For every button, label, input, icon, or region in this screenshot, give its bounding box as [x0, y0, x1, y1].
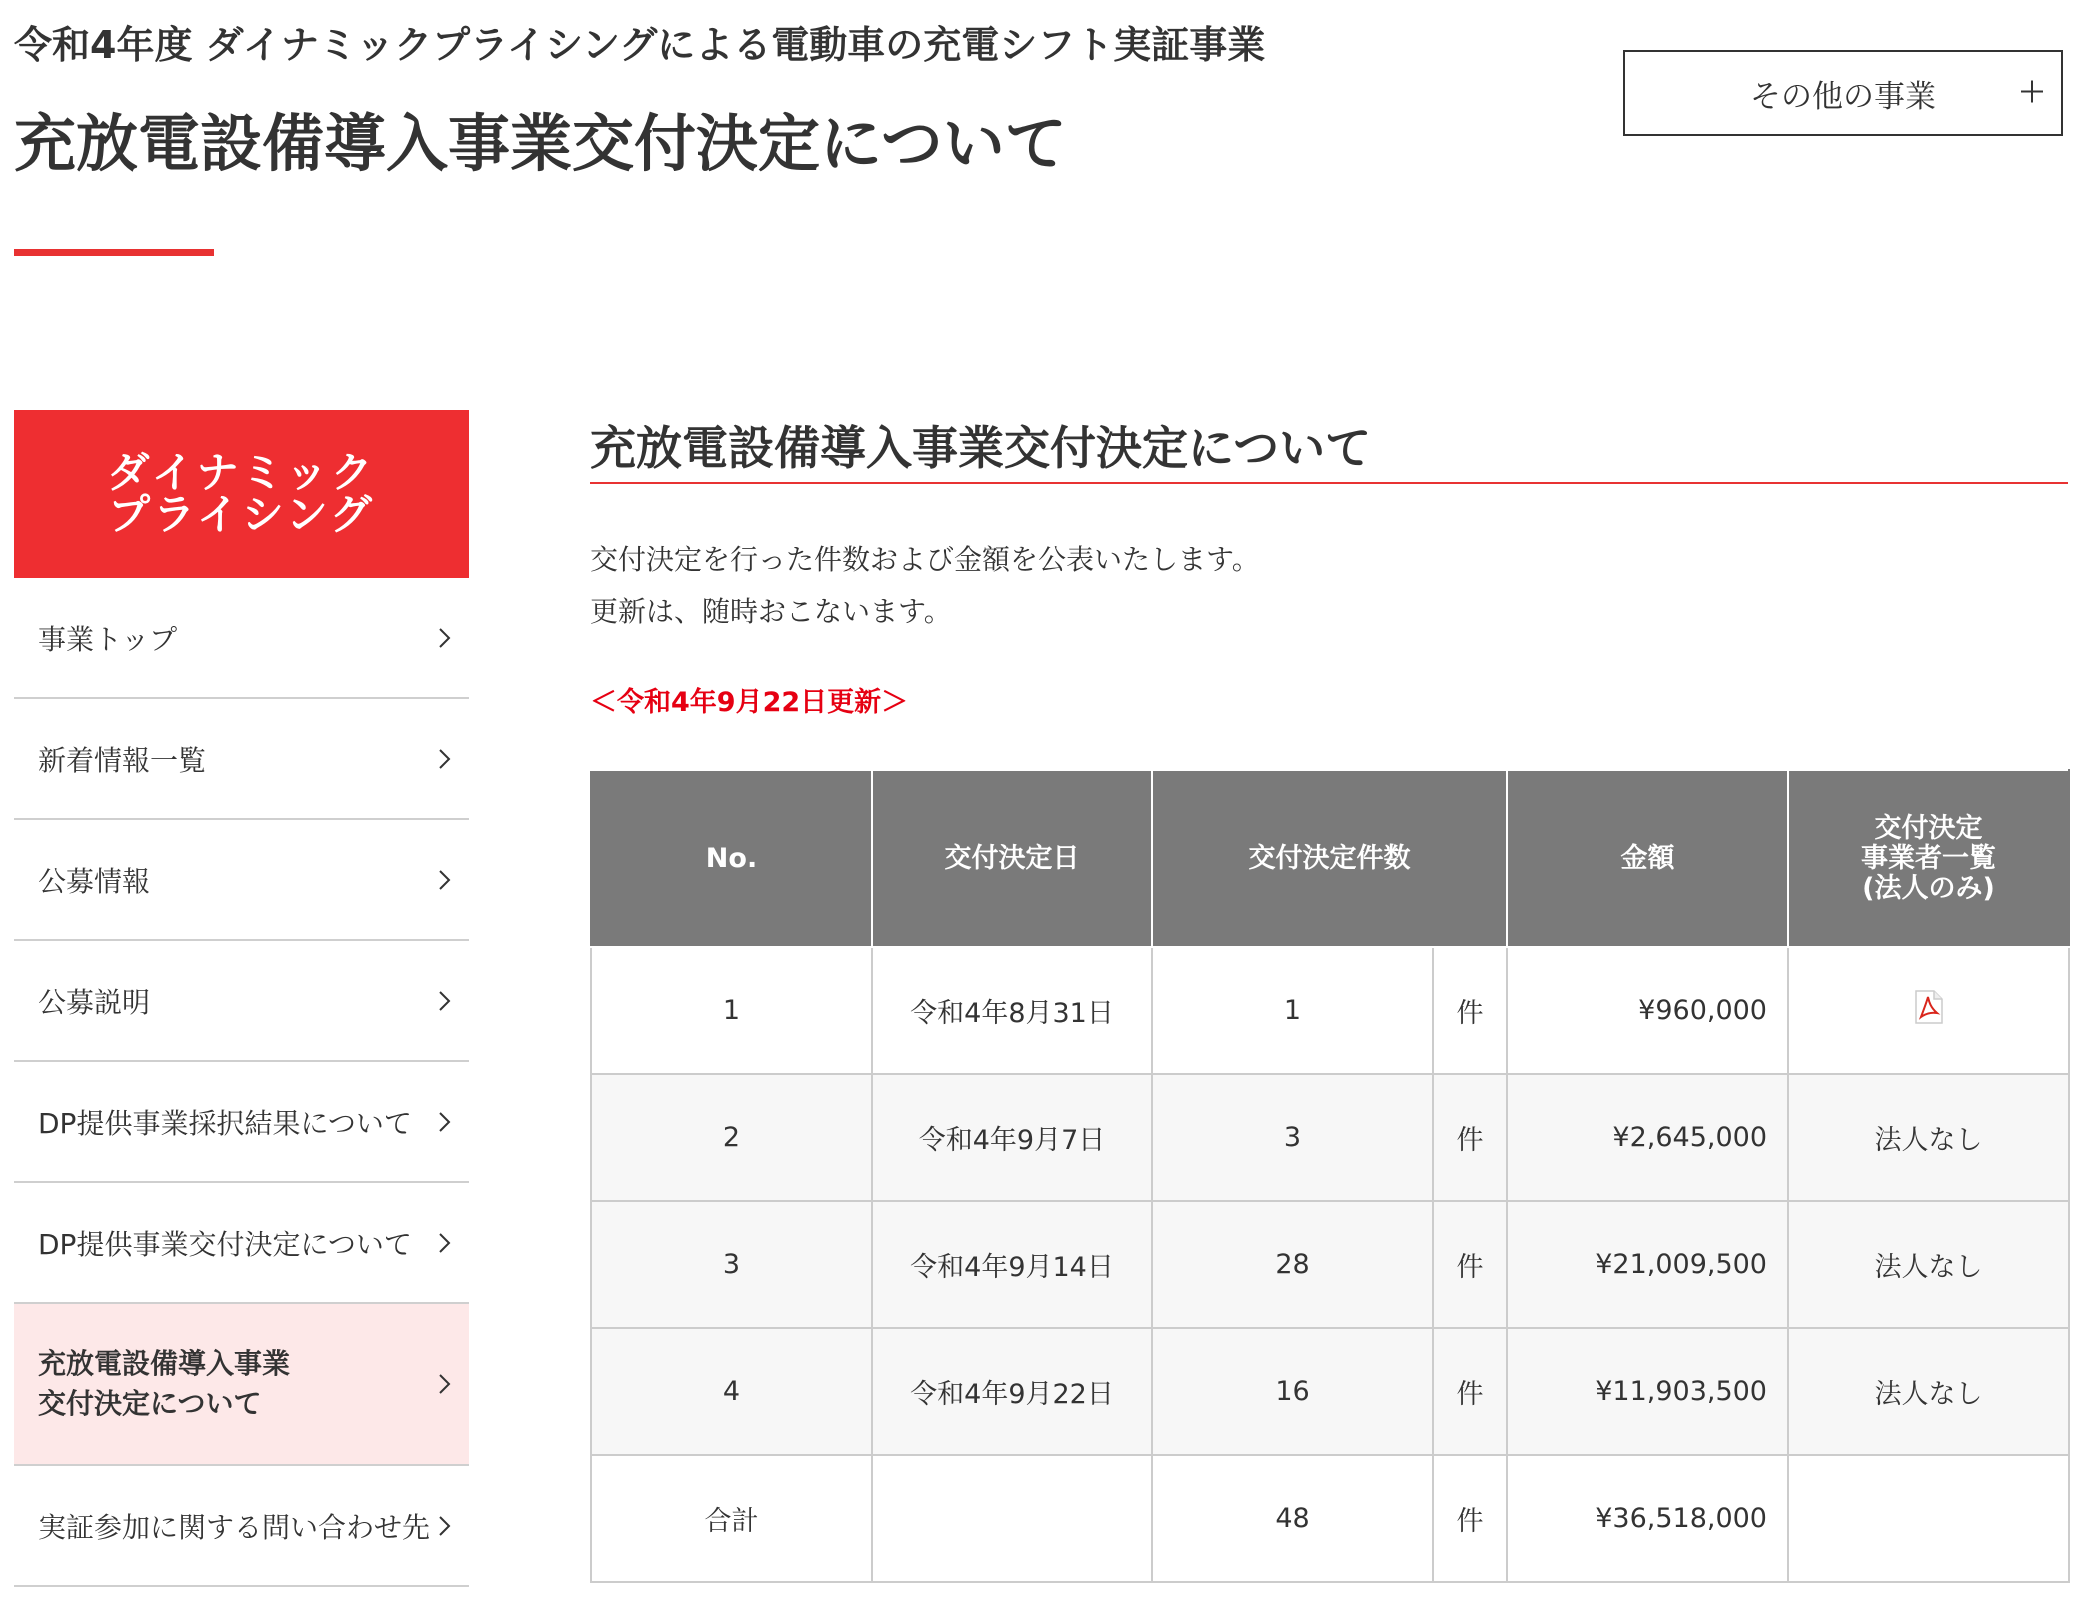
page-subtitle: 令和4年度 ダイナミックプライシングによる電動車の充電シフト実証事業 — [14, 23, 1266, 67]
cell-list — [1788, 947, 2069, 1074]
cell-unit: 件 — [1433, 1455, 1507, 1582]
other-projects-label: その他の事業 — [1750, 78, 1936, 115]
table-row — [591, 1328, 2069, 1455]
cell-no: 4 — [591, 1328, 872, 1455]
sidebar-item-label: 公募情報 — [38, 864, 151, 898]
sidebar-item-label: 充放電設備導入事業 交付決定について — [38, 1347, 291, 1420]
cell-list: 法人なし — [1788, 1201, 2069, 1328]
cell-count: 16 — [1152, 1328, 1433, 1455]
chevron-right-icon — [435, 1511, 455, 1541]
col-header-no: No. — [591, 770, 872, 947]
sidebar-item-label: DP提供事業交付決定について — [38, 1227, 412, 1261]
cell-amount: ¥21,009,500 — [1507, 1201, 1788, 1328]
chevron-right-icon — [435, 744, 455, 774]
sidebar-item-label: 実証参加に関する問い合わせ先 — [38, 1510, 431, 1544]
intro-text — [590, 534, 1260, 638]
cell-no: 1 — [591, 947, 872, 1074]
section-heading: 充放電設備導入事業交付決定について — [590, 421, 1372, 475]
cell-unit: 件 — [1433, 1201, 1507, 1328]
sidebar-item-label: 新着情報一覧 — [38, 743, 207, 777]
sidebar-item-dp-adoption[interactable] — [14, 1062, 469, 1183]
table-header-row — [591, 770, 2069, 947]
sidebar-item-top[interactable] — [14, 578, 469, 699]
cell-no: 2 — [591, 1074, 872, 1201]
sidebar-brand-line2: プライシング — [108, 490, 375, 539]
cell-date: 令和4年9月7日 — [872, 1074, 1152, 1201]
sidebar-item-recruitment[interactable] — [14, 820, 469, 941]
intro-line: 交付決定を行った件数および金額を公表いたします。 — [590, 543, 1260, 576]
cell-list: 法人なし — [1788, 1074, 2069, 1201]
sidebar-brand[interactable] — [14, 410, 469, 578]
cell-count: 48 — [1152, 1455, 1433, 1582]
cell-no: 合計 — [591, 1455, 872, 1582]
cell-amount: ¥36,518,000 — [1507, 1455, 1788, 1582]
sidebar-item-dp-grant[interactable] — [14, 1183, 469, 1304]
cell-no: 3 — [591, 1201, 872, 1328]
cell-count: 1 — [1152, 947, 1433, 1074]
cell-date: 令和4年9月22日 — [872, 1328, 1152, 1455]
cell-date: 令和4年9月14日 — [872, 1201, 1152, 1328]
sidebar-item-briefing[interactable] — [14, 941, 469, 1062]
cell-date: 令和4年8月31日 — [872, 947, 1152, 1074]
cell-date — [872, 1455, 1152, 1582]
page-title: 充放電設備導入事業交付決定について — [14, 107, 1067, 180]
chevron-right-icon — [435, 623, 455, 653]
chevron-right-icon — [435, 986, 455, 1016]
cell-unit: 件 — [1433, 1074, 1507, 1201]
title-accent-bar — [14, 249, 214, 256]
chevron-right-icon — [435, 1369, 455, 1399]
table-total-row — [591, 1455, 2069, 1582]
sidebar-item-charging-grant[interactable] — [14, 1304, 469, 1466]
cell-count: 28 — [1152, 1201, 1433, 1328]
intro-line: 更新は、随時おこないます。 — [590, 595, 952, 628]
update-notice: ＜令和4年9月22日更新＞ — [590, 687, 909, 718]
cell-amount: ¥960,000 — [1507, 947, 1788, 1074]
table-row — [591, 947, 2069, 1074]
chevron-right-icon — [435, 1228, 455, 1258]
heading-divider — [590, 482, 2068, 484]
sidebar-brand-line1: ダイナミック — [107, 448, 376, 497]
table-row — [591, 1201, 2069, 1328]
cell-list: 法人なし — [1788, 1328, 2069, 1455]
other-projects-button[interactable] — [1623, 50, 2063, 136]
cell-list — [1788, 1455, 2069, 1582]
col-header-amount: 金額 — [1507, 770, 1788, 947]
cell-amount: ¥11,903,500 — [1507, 1328, 1788, 1455]
table-row — [591, 1074, 2069, 1201]
chevron-right-icon — [435, 865, 455, 895]
sidebar-item-contact[interactable] — [14, 1466, 469, 1587]
col-header-list: 交付決定 事業者一覧 (法人のみ) — [1788, 770, 2069, 947]
sidebar-item-label: DP提供事業採択結果について — [38, 1106, 412, 1140]
col-header-date: 交付決定日 — [872, 770, 1152, 947]
cell-unit: 件 — [1433, 1328, 1507, 1455]
cell-count: 3 — [1152, 1074, 1433, 1201]
sidebar-nav — [14, 410, 469, 1587]
sidebar-item-label: 事業トップ — [38, 622, 178, 656]
cell-amount: ¥2,645,000 — [1507, 1074, 1788, 1201]
plus-icon — [2019, 73, 2045, 114]
sidebar-item-label: 公募説明 — [38, 985, 151, 1019]
grant-decision-table — [590, 769, 2070, 1583]
sidebar-item-news[interactable] — [14, 699, 469, 820]
cell-unit: 件 — [1433, 947, 1507, 1074]
col-header-count: 交付決定件数 — [1152, 770, 1507, 947]
chevron-right-icon — [435, 1107, 455, 1137]
pdf-icon[interactable] — [1912, 989, 1946, 1025]
